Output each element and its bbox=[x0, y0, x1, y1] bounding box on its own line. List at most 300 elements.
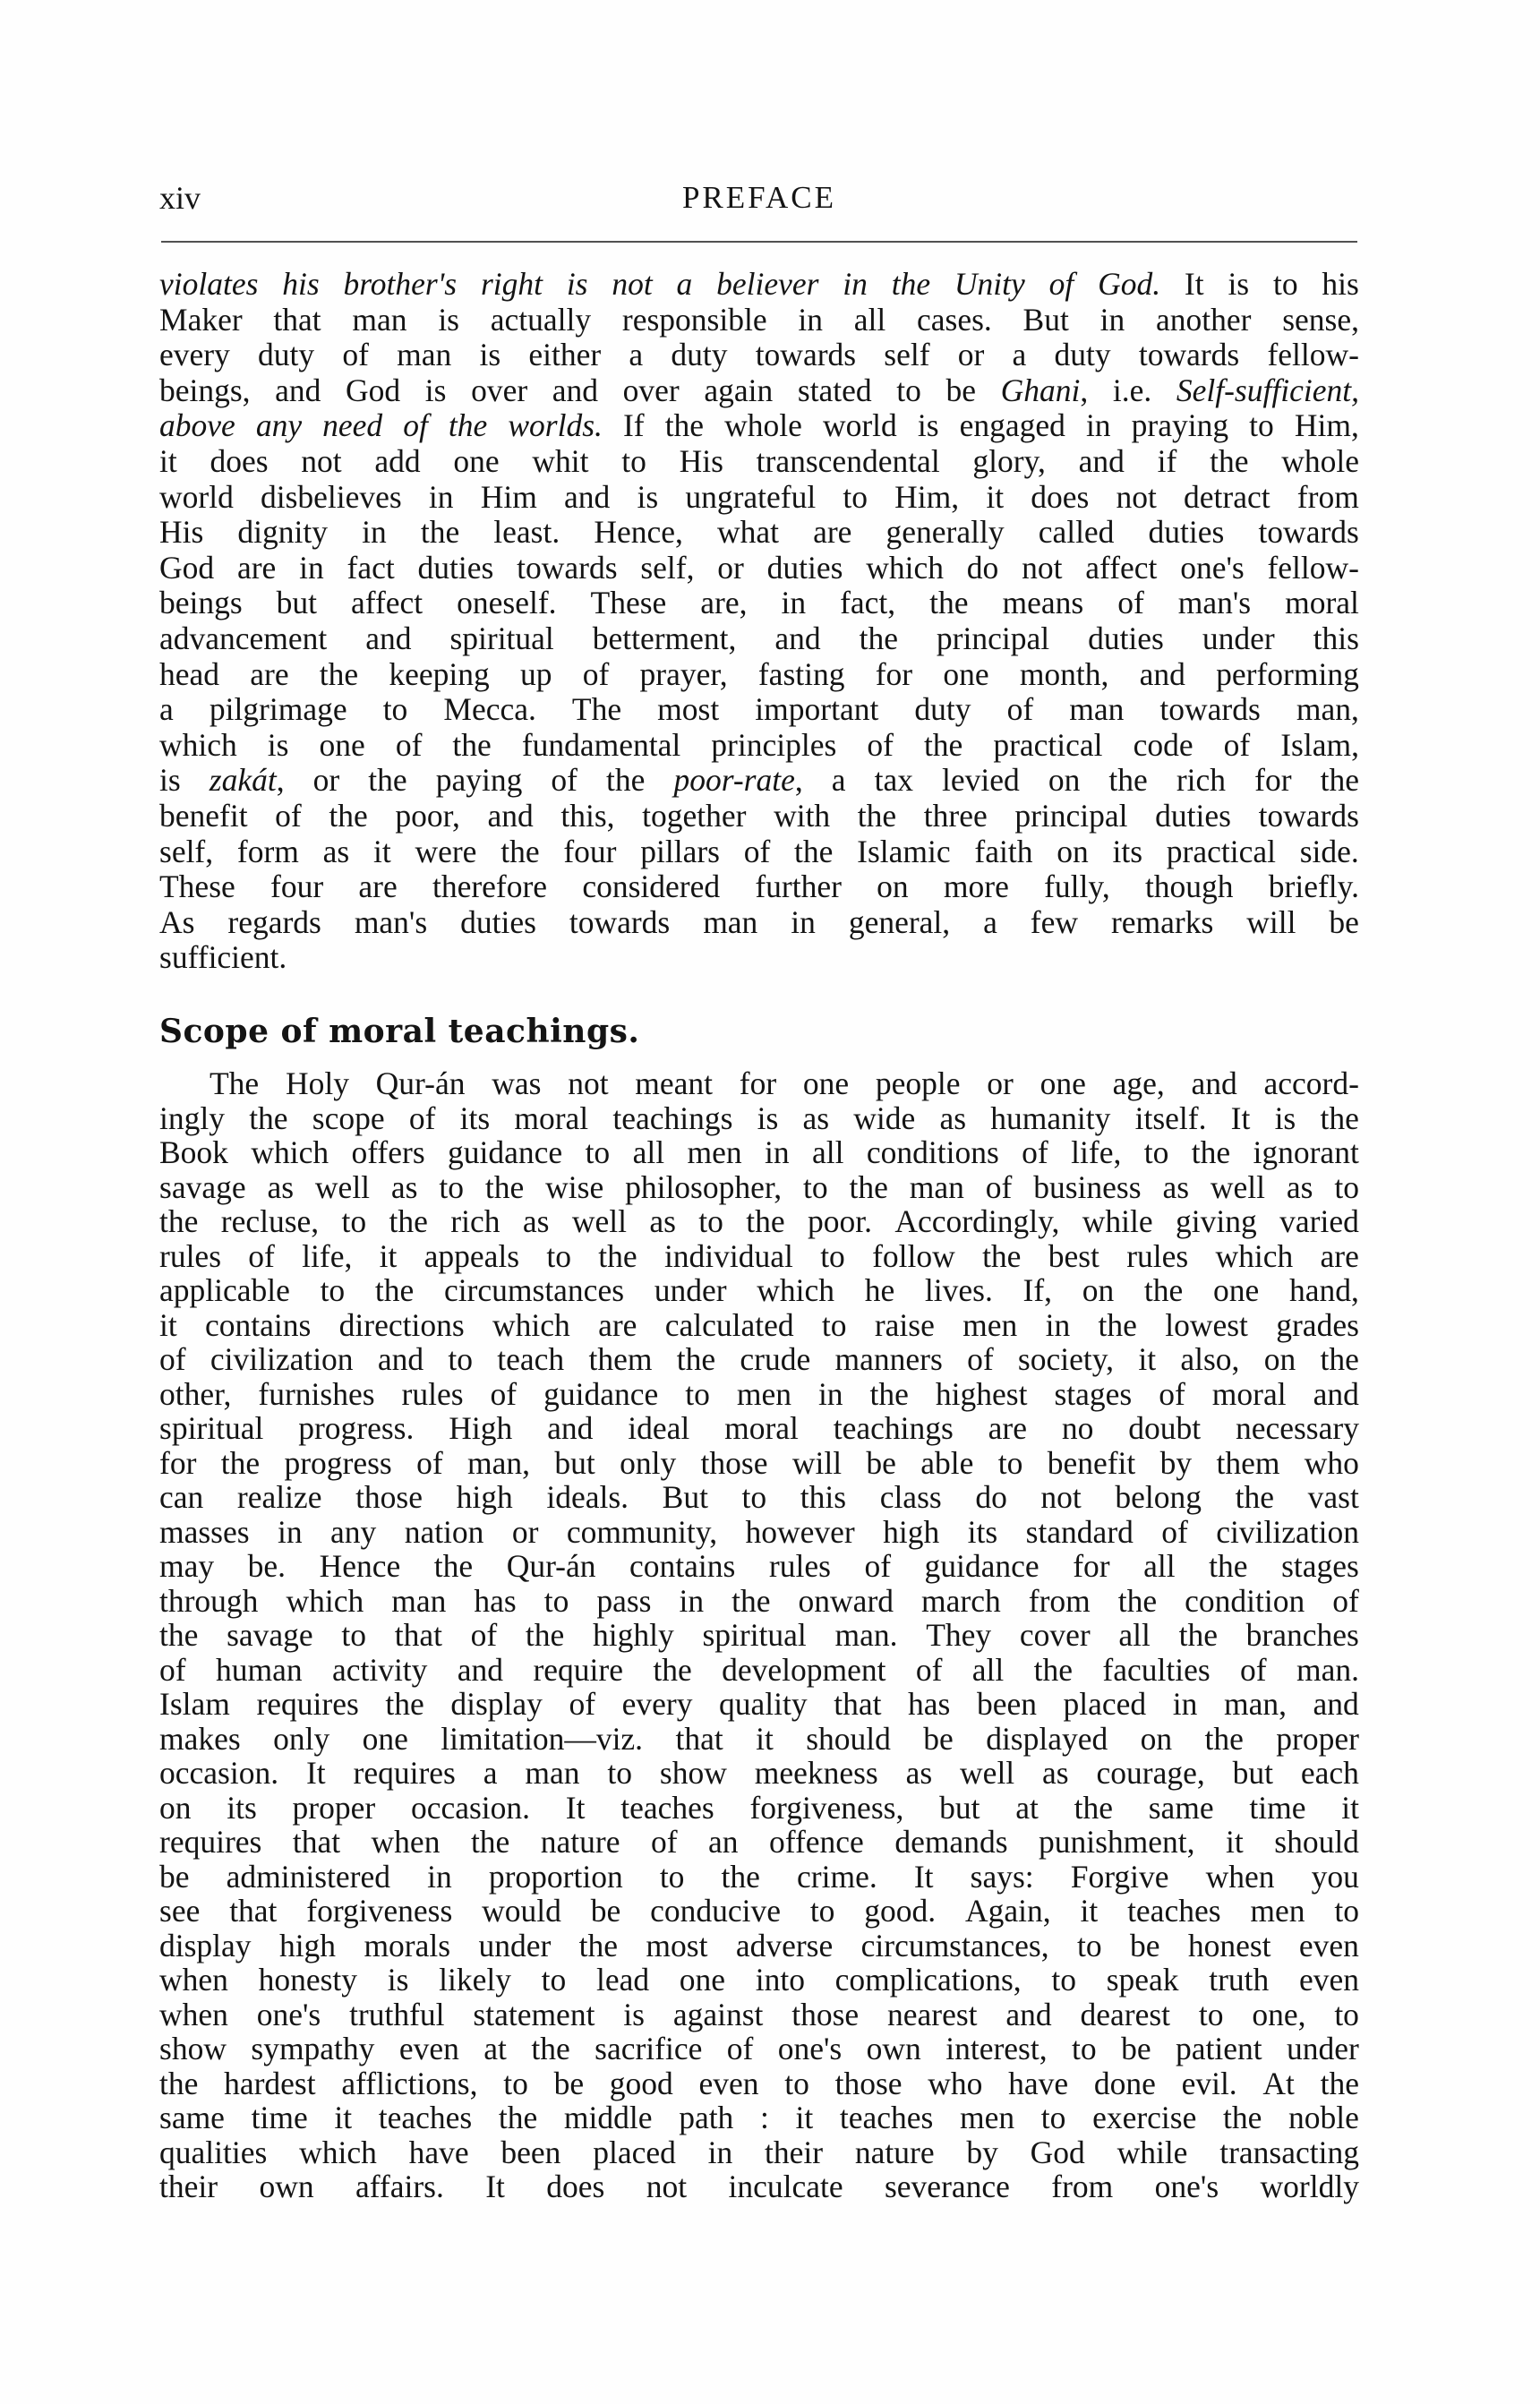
word bbox=[988, 1411, 1027, 1446]
word bbox=[448, 1135, 562, 1170]
text-run: meekness bbox=[754, 1755, 878, 1791]
word bbox=[1262, 2066, 1295, 2101]
word bbox=[424, 1239, 519, 1274]
text-run: age, bbox=[1112, 1065, 1165, 1101]
text-run: it bbox=[159, 442, 177, 479]
text-run: to bbox=[621, 442, 646, 479]
word bbox=[1117, 2135, 1188, 2170]
text-run: teach bbox=[497, 1341, 565, 1377]
word bbox=[250, 657, 288, 693]
text-run: not bbox=[1116, 478, 1157, 515]
word bbox=[1121, 2032, 1151, 2066]
text-run: guidance bbox=[448, 1134, 563, 1170]
text-run: manners bbox=[834, 1341, 943, 1377]
text-run: of bbox=[650, 1824, 678, 1860]
text-run: paying bbox=[435, 762, 523, 799]
text-run: to bbox=[803, 1168, 828, 1205]
word bbox=[1107, 1963, 1179, 1998]
word bbox=[792, 1446, 842, 1481]
word bbox=[757, 1273, 834, 1308]
text-run: man bbox=[391, 1582, 447, 1619]
word bbox=[248, 1239, 275, 1274]
word bbox=[716, 267, 818, 303]
word bbox=[1296, 692, 1359, 728]
text-run: by bbox=[966, 2134, 998, 2170]
text-run: the bbox=[664, 407, 705, 444]
text-run: man. bbox=[1296, 1651, 1359, 1688]
word bbox=[1071, 1135, 1121, 1170]
italic-text: Ghani bbox=[1000, 372, 1081, 408]
text-run: Again, bbox=[965, 1893, 1051, 1929]
word bbox=[834, 1687, 881, 1722]
word bbox=[595, 2032, 702, 2066]
word bbox=[594, 515, 683, 551]
text-run: pillars bbox=[640, 833, 720, 869]
word bbox=[432, 869, 547, 905]
word bbox=[1165, 1308, 1248, 1343]
text-run: as bbox=[905, 1755, 933, 1791]
word bbox=[159, 267, 258, 303]
text-run: highest bbox=[935, 1375, 1028, 1412]
word bbox=[1192, 1135, 1230, 1170]
word bbox=[598, 1308, 637, 1343]
text-run: same bbox=[1148, 1789, 1214, 1826]
word bbox=[1158, 444, 1177, 480]
text-run: requires bbox=[159, 1824, 262, 1860]
text-run: this, bbox=[560, 797, 615, 834]
text-run: and bbox=[1191, 1065, 1237, 1101]
word bbox=[268, 728, 289, 764]
text-run: the bbox=[374, 1272, 415, 1308]
text-run: Mecca. bbox=[443, 691, 536, 728]
word bbox=[380, 1239, 398, 1274]
text-run: If bbox=[622, 407, 645, 444]
text-run: glory, bbox=[972, 442, 1046, 479]
word bbox=[593, 2135, 676, 2170]
word bbox=[756, 338, 856, 373]
text-run: the bbox=[1320, 1341, 1359, 1377]
word bbox=[917, 303, 992, 338]
word bbox=[1023, 303, 1069, 338]
text-run: do bbox=[975, 1479, 1007, 1515]
text-run: show bbox=[659, 1755, 727, 1791]
word bbox=[924, 728, 962, 764]
italic-text: poor-rate bbox=[673, 762, 795, 799]
word bbox=[622, 303, 767, 338]
word bbox=[700, 586, 747, 621]
word bbox=[1094, 2066, 1156, 2101]
text-run: wise bbox=[545, 1168, 604, 1205]
text-run: truth bbox=[1209, 1962, 1270, 1998]
text-run: to bbox=[659, 1858, 685, 1895]
word bbox=[769, 1825, 864, 1860]
word bbox=[159, 2100, 225, 2135]
word bbox=[834, 1411, 954, 1446]
word bbox=[944, 869, 1009, 905]
text-run: well bbox=[314, 1168, 371, 1205]
text-run: giving bbox=[1176, 1203, 1257, 1239]
text-run: detract bbox=[1184, 478, 1270, 515]
word bbox=[1173, 1687, 1198, 1722]
word bbox=[939, 1791, 980, 1826]
text-run: general, bbox=[848, 903, 951, 940]
text-run: fact bbox=[346, 549, 395, 586]
text-run: been bbox=[500, 2134, 561, 2170]
word bbox=[677, 267, 693, 303]
word bbox=[444, 1273, 624, 1308]
text-run: at bbox=[1015, 1789, 1039, 1826]
word bbox=[1100, 303, 1125, 338]
text-run: one bbox=[802, 1065, 850, 1101]
text-run: important bbox=[755, 691, 879, 728]
text-run: directions bbox=[338, 1306, 465, 1343]
word bbox=[1082, 1273, 1115, 1308]
word bbox=[388, 1963, 409, 1998]
text-run: when bbox=[371, 1824, 441, 1860]
text-run: at bbox=[483, 2031, 507, 2066]
text-run: proportion bbox=[488, 1858, 623, 1895]
word bbox=[629, 338, 643, 373]
text-run: and bbox=[365, 620, 412, 656]
word bbox=[1176, 373, 1359, 409]
word bbox=[687, 1135, 741, 1170]
text-run: but bbox=[554, 1444, 595, 1481]
text-run: the bbox=[385, 1686, 424, 1722]
word bbox=[864, 1894, 936, 1929]
word bbox=[224, 2066, 316, 2101]
text-run: oneself. bbox=[457, 585, 557, 621]
word bbox=[1280, 728, 1359, 764]
text-run: courage, bbox=[1096, 1755, 1205, 1791]
text-run: men bbox=[1250, 1893, 1305, 1929]
word bbox=[1211, 1170, 1265, 1205]
text-run: of bbox=[915, 1651, 943, 1688]
word bbox=[925, 1273, 993, 1308]
text-run: honesty bbox=[258, 1962, 358, 1998]
word bbox=[1159, 1377, 1185, 1412]
word bbox=[942, 763, 1020, 799]
word bbox=[646, 2169, 687, 2204]
text-run: on bbox=[1082, 1272, 1115, 1308]
word bbox=[1297, 480, 1359, 516]
word bbox=[880, 1480, 942, 1515]
word bbox=[1216, 657, 1359, 693]
text-run: of bbox=[395, 726, 423, 763]
text-run: fellow- bbox=[1267, 549, 1359, 586]
text-run: other, bbox=[159, 1375, 232, 1412]
text-run: through bbox=[159, 1582, 259, 1619]
text-run: meant bbox=[635, 1065, 714, 1101]
word bbox=[1077, 1929, 1102, 1963]
italic-text: above bbox=[159, 407, 235, 444]
word bbox=[972, 444, 1046, 480]
word bbox=[744, 834, 771, 870]
text-run: have bbox=[408, 2134, 469, 2170]
text-run: afflictions, bbox=[341, 2065, 478, 2101]
text-run: is bbox=[917, 407, 939, 444]
text-run: society, bbox=[1017, 1341, 1115, 1377]
text-run: the bbox=[732, 1582, 771, 1619]
text-run: to bbox=[585, 1134, 611, 1170]
word bbox=[159, 1791, 192, 1826]
word bbox=[737, 1377, 791, 1412]
word bbox=[1288, 2100, 1359, 2135]
word bbox=[298, 1411, 414, 1446]
word bbox=[622, 1687, 693, 1722]
word bbox=[774, 621, 820, 657]
text-run: man bbox=[525, 1755, 580, 1791]
text-run: as bbox=[1162, 1168, 1190, 1205]
text-run: administered bbox=[226, 1858, 390, 1895]
word bbox=[1321, 1239, 1359, 1274]
text-line bbox=[159, 1722, 1359, 1757]
word bbox=[1275, 1101, 1296, 1136]
word bbox=[205, 1308, 311, 1343]
word bbox=[740, 1066, 776, 1101]
word bbox=[1048, 763, 1081, 799]
word bbox=[1210, 444, 1248, 480]
text-run: in bbox=[299, 549, 324, 586]
text-line bbox=[159, 728, 1359, 764]
text-run: may bbox=[159, 1548, 215, 1584]
text-run: that bbox=[292, 1824, 341, 1860]
text-run: applicable bbox=[159, 1272, 290, 1308]
word bbox=[861, 1929, 1049, 1963]
text-run: side. bbox=[1299, 833, 1359, 869]
text-run: when bbox=[1205, 1858, 1275, 1895]
word bbox=[1209, 1549, 1247, 1584]
word bbox=[1031, 2135, 1085, 2170]
word bbox=[642, 799, 746, 834]
text-run: four bbox=[270, 868, 324, 905]
word bbox=[1040, 1480, 1081, 1515]
text-run: duties bbox=[766, 549, 843, 586]
text-run: of bbox=[275, 797, 302, 834]
text-run: whole bbox=[1281, 442, 1359, 479]
text-run: and bbox=[547, 1410, 594, 1446]
text-run: and bbox=[1005, 1996, 1052, 2032]
word bbox=[1113, 1066, 1165, 1101]
text-run: poor, bbox=[395, 797, 460, 834]
word bbox=[458, 1653, 503, 1688]
word bbox=[1113, 373, 1151, 409]
text-run: man, bbox=[467, 1444, 531, 1481]
word bbox=[533, 1653, 623, 1688]
word bbox=[1144, 1273, 1183, 1308]
word bbox=[1300, 834, 1359, 870]
word bbox=[621, 444, 646, 480]
text-run: add bbox=[374, 442, 421, 479]
text-run: more bbox=[943, 868, 1009, 905]
text-run: spiritual bbox=[449, 620, 554, 656]
word bbox=[1159, 692, 1260, 728]
word bbox=[1209, 1963, 1269, 1998]
word bbox=[503, 2066, 528, 2101]
word bbox=[286, 1584, 364, 1619]
word bbox=[389, 657, 489, 693]
word bbox=[1279, 1204, 1359, 1239]
text-run: require bbox=[533, 1651, 623, 1688]
word bbox=[593, 621, 737, 657]
text-run: Forgive bbox=[1070, 1858, 1169, 1895]
text-run: stated bbox=[797, 372, 872, 408]
text-run: to bbox=[503, 2065, 528, 2101]
word bbox=[402, 1377, 464, 1412]
text-run: pass bbox=[596, 1582, 652, 1619]
text-run: requires bbox=[353, 1755, 456, 1791]
word bbox=[1250, 1894, 1305, 1929]
word bbox=[301, 444, 341, 480]
text-run: morals bbox=[364, 1927, 451, 1963]
word bbox=[159, 2032, 227, 2066]
text-run: to bbox=[685, 1375, 710, 1412]
text-run: development bbox=[722, 1651, 886, 1688]
word bbox=[372, 1825, 441, 1860]
word bbox=[1115, 1480, 1202, 1515]
text-run: the bbox=[606, 762, 646, 799]
word bbox=[547, 1411, 593, 1446]
italic-text: Unity bbox=[954, 266, 1025, 302]
text-run: those bbox=[355, 1479, 423, 1515]
italic-text: in bbox=[843, 266, 868, 302]
text-run: the bbox=[1117, 1582, 1158, 1619]
text-run: engaged bbox=[959, 407, 1065, 444]
word bbox=[673, 1998, 764, 2032]
word bbox=[572, 1204, 627, 1239]
word bbox=[227, 905, 321, 941]
text-run: it bbox=[372, 833, 391, 869]
text-run: man bbox=[909, 1168, 964, 1205]
word bbox=[1215, 1239, 1293, 1274]
word bbox=[427, 1860, 452, 1895]
word bbox=[680, 444, 723, 480]
text-run: not bbox=[568, 1065, 609, 1101]
text-run: be bbox=[866, 1444, 896, 1481]
text-run: those bbox=[791, 1996, 860, 2032]
text-run: man. bbox=[834, 1617, 898, 1653]
word bbox=[374, 444, 420, 480]
text-run: does bbox=[1031, 478, 1090, 515]
word bbox=[767, 551, 843, 586]
text-run: their bbox=[765, 2134, 824, 2170]
word bbox=[884, 338, 929, 373]
word bbox=[159, 1584, 258, 1619]
word bbox=[342, 1204, 367, 1239]
text-run: principles bbox=[711, 726, 837, 763]
word bbox=[159, 1687, 230, 1722]
text-run: man's bbox=[1177, 585, 1252, 621]
text-run: the bbox=[1210, 442, 1249, 479]
text-run: on bbox=[1057, 833, 1089, 869]
text-run: any bbox=[330, 1513, 377, 1550]
word bbox=[1048, 1239, 1099, 1274]
text-run: be bbox=[159, 1858, 190, 1895]
text-run: responsible bbox=[621, 301, 767, 338]
text-line bbox=[159, 869, 1359, 905]
text-run: even bbox=[1298, 1927, 1359, 1963]
text-run: which bbox=[299, 2134, 377, 2170]
word bbox=[945, 2032, 1047, 2066]
text-run: for bbox=[159, 1444, 197, 1481]
word bbox=[237, 1480, 322, 1515]
text-run: nation bbox=[404, 1513, 484, 1550]
text-run: standard bbox=[1025, 1513, 1134, 1550]
text-run: the bbox=[159, 1203, 199, 1239]
word bbox=[1226, 1825, 1244, 1860]
text-run: over bbox=[622, 372, 680, 408]
word bbox=[344, 267, 458, 303]
text-run: the bbox=[433, 1548, 474, 1584]
word bbox=[1022, 551, 1062, 586]
text-run: nature bbox=[540, 1824, 620, 1860]
word bbox=[449, 408, 487, 444]
word bbox=[332, 1653, 427, 1688]
word bbox=[267, 1170, 294, 1205]
text-run: humanity bbox=[990, 1099, 1111, 1136]
word bbox=[791, 905, 816, 941]
word bbox=[572, 692, 621, 728]
text-run: of bbox=[1159, 1375, 1185, 1412]
word bbox=[429, 480, 454, 516]
text-run: man, bbox=[1296, 691, 1359, 728]
text-run: Maker bbox=[159, 301, 243, 338]
word bbox=[1312, 1860, 1359, 1895]
word bbox=[399, 2032, 459, 2066]
text-run: be bbox=[590, 1893, 621, 1929]
word bbox=[277, 586, 317, 621]
text-run: to bbox=[843, 478, 868, 515]
word bbox=[320, 1549, 401, 1584]
word bbox=[1054, 1377, 1132, 1412]
word bbox=[1223, 2100, 1262, 2135]
word bbox=[364, 1929, 450, 1963]
text-run: is bbox=[424, 372, 447, 408]
word bbox=[867, 728, 894, 764]
text-run: well bbox=[571, 1203, 627, 1239]
text-run: of bbox=[551, 762, 578, 799]
text-run: practical bbox=[993, 726, 1103, 763]
word bbox=[1281, 444, 1359, 480]
text-run: regards bbox=[227, 903, 321, 940]
word bbox=[855, 2135, 935, 2170]
text-run: the bbox=[498, 2100, 538, 2135]
word bbox=[1180, 1342, 1239, 1377]
word bbox=[727, 2032, 754, 2066]
word bbox=[302, 1239, 352, 1274]
text-run: no bbox=[1061, 1410, 1094, 1446]
text-run: severance bbox=[884, 2169, 1010, 2204]
text-run: and bbox=[487, 797, 534, 834]
word bbox=[1039, 515, 1115, 551]
word bbox=[347, 551, 395, 586]
text-line bbox=[159, 1101, 1359, 1136]
word bbox=[159, 1549, 214, 1584]
word bbox=[803, 1101, 830, 1136]
text-run: is bbox=[1274, 1099, 1296, 1136]
word bbox=[1055, 338, 1111, 373]
text-run: the bbox=[484, 1168, 525, 1205]
text-run: towards bbox=[755, 337, 857, 373]
word bbox=[159, 1998, 228, 2032]
text-run: the bbox=[1320, 2065, 1359, 2101]
text-run: of bbox=[1022, 1134, 1048, 1170]
word bbox=[920, 1446, 973, 1481]
word bbox=[1320, 1342, 1358, 1377]
word bbox=[227, 1618, 313, 1653]
word bbox=[840, 586, 895, 621]
word bbox=[259, 2169, 313, 2204]
text-run: placed bbox=[1063, 1686, 1147, 1722]
